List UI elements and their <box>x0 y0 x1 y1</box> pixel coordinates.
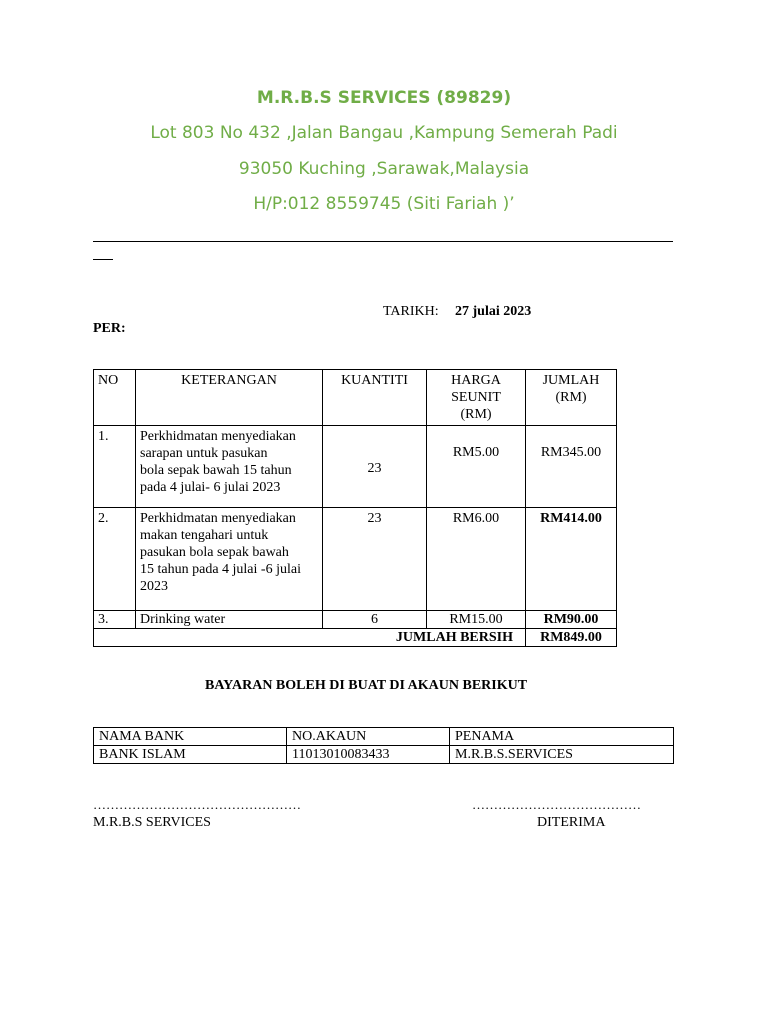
invoice-header-row <box>94 370 617 426</box>
row-quantity: 23 <box>323 426 427 508</box>
col-keterangan-header: KETERANGAN <box>136 370 323 426</box>
row-no: 3. <box>94 611 136 629</box>
net-total-value: RM849.00 <box>526 629 617 647</box>
payment-heading: BAYARAN BOLEH DI BUAT DI AKAUN BERIKUT <box>205 678 528 693</box>
header-separator-tail <box>93 259 113 260</box>
col-kuantiti-header: KUANTITI <box>323 370 427 426</box>
signature-line-left: ………………………………………… <box>93 797 301 812</box>
row-description: Drinking water <box>136 611 323 629</box>
row-total: RM414.00 <box>526 508 617 611</box>
bank-name: BANK ISLAM <box>94 746 287 764</box>
signature-line-right: ………………………………… <box>472 797 641 812</box>
row-total: RM345.00 <box>526 426 617 508</box>
bank-name-header: NAMA BANK <box>94 728 287 746</box>
signature-label-left: M.R.B.S SERVICES <box>93 815 211 830</box>
row-description: Perkhidmatan menyediakan makan tengahari untuk pasukan bola sepak bawah 15 tahun pada 4 julai -6 julai 2023 <box>136 508 323 611</box>
bank-table <box>93 727 674 764</box>
bank-header-row <box>94 728 674 746</box>
company-name: M.R.B.S SERVICES (89829) <box>256 88 512 108</box>
net-total-label: JUMLAH BERSIH <box>94 629 526 647</box>
row-description: Perkhidmatan menyediakan sarapan untuk pasukan bola sepak bawah 15 tahun pada 4 julai- 6 julai 2023 <box>136 426 323 508</box>
account-holder-header: PENAMA <box>450 728 674 746</box>
table-row <box>94 426 617 508</box>
account-holder: M.R.B.S.SERVICES <box>450 746 674 764</box>
net-total-row <box>94 629 617 647</box>
col-jumlah-header: JUMLAH (RM) <box>526 370 617 426</box>
bank-row <box>94 746 674 764</box>
address-line-1: Lot 803 No 432 ,Jalan Bangau ,Kampung Semerah Padi <box>150 123 618 143</box>
row-quantity: 23 <box>323 508 427 611</box>
row-no: 1. <box>94 426 136 508</box>
row-quantity: 6 <box>323 611 427 629</box>
table-row <box>94 508 617 611</box>
phone-line: H/P:012 8559745 (Siti Fariah )’ <box>253 194 515 214</box>
row-unit-price: RM15.00 <box>427 611 526 629</box>
row-unit-price: RM5.00 <box>427 426 526 508</box>
row-total: RM90.00 <box>526 611 617 629</box>
signature-label-right: DITERIMA <box>537 815 606 830</box>
row-unit-price: RM6.00 <box>427 508 526 611</box>
per-label: PER: <box>93 321 126 336</box>
col-harga-header: HARGA SEUNIT (RM) <box>427 370 526 426</box>
date-label: TARIKH: <box>383 304 439 319</box>
account-no-header: NO.AKAUN <box>287 728 450 746</box>
table-row <box>94 611 617 629</box>
invoice-table <box>93 369 617 647</box>
header-separator <box>93 241 673 242</box>
date-value: 27 julai 2023 <box>455 304 532 319</box>
col-no-header: NO <box>94 370 136 426</box>
account-number: 11013010083433 <box>287 746 450 764</box>
address-line-2: 93050 Kuching ,Sarawak,Malaysia <box>238 159 530 179</box>
row-no: 2. <box>94 508 136 611</box>
